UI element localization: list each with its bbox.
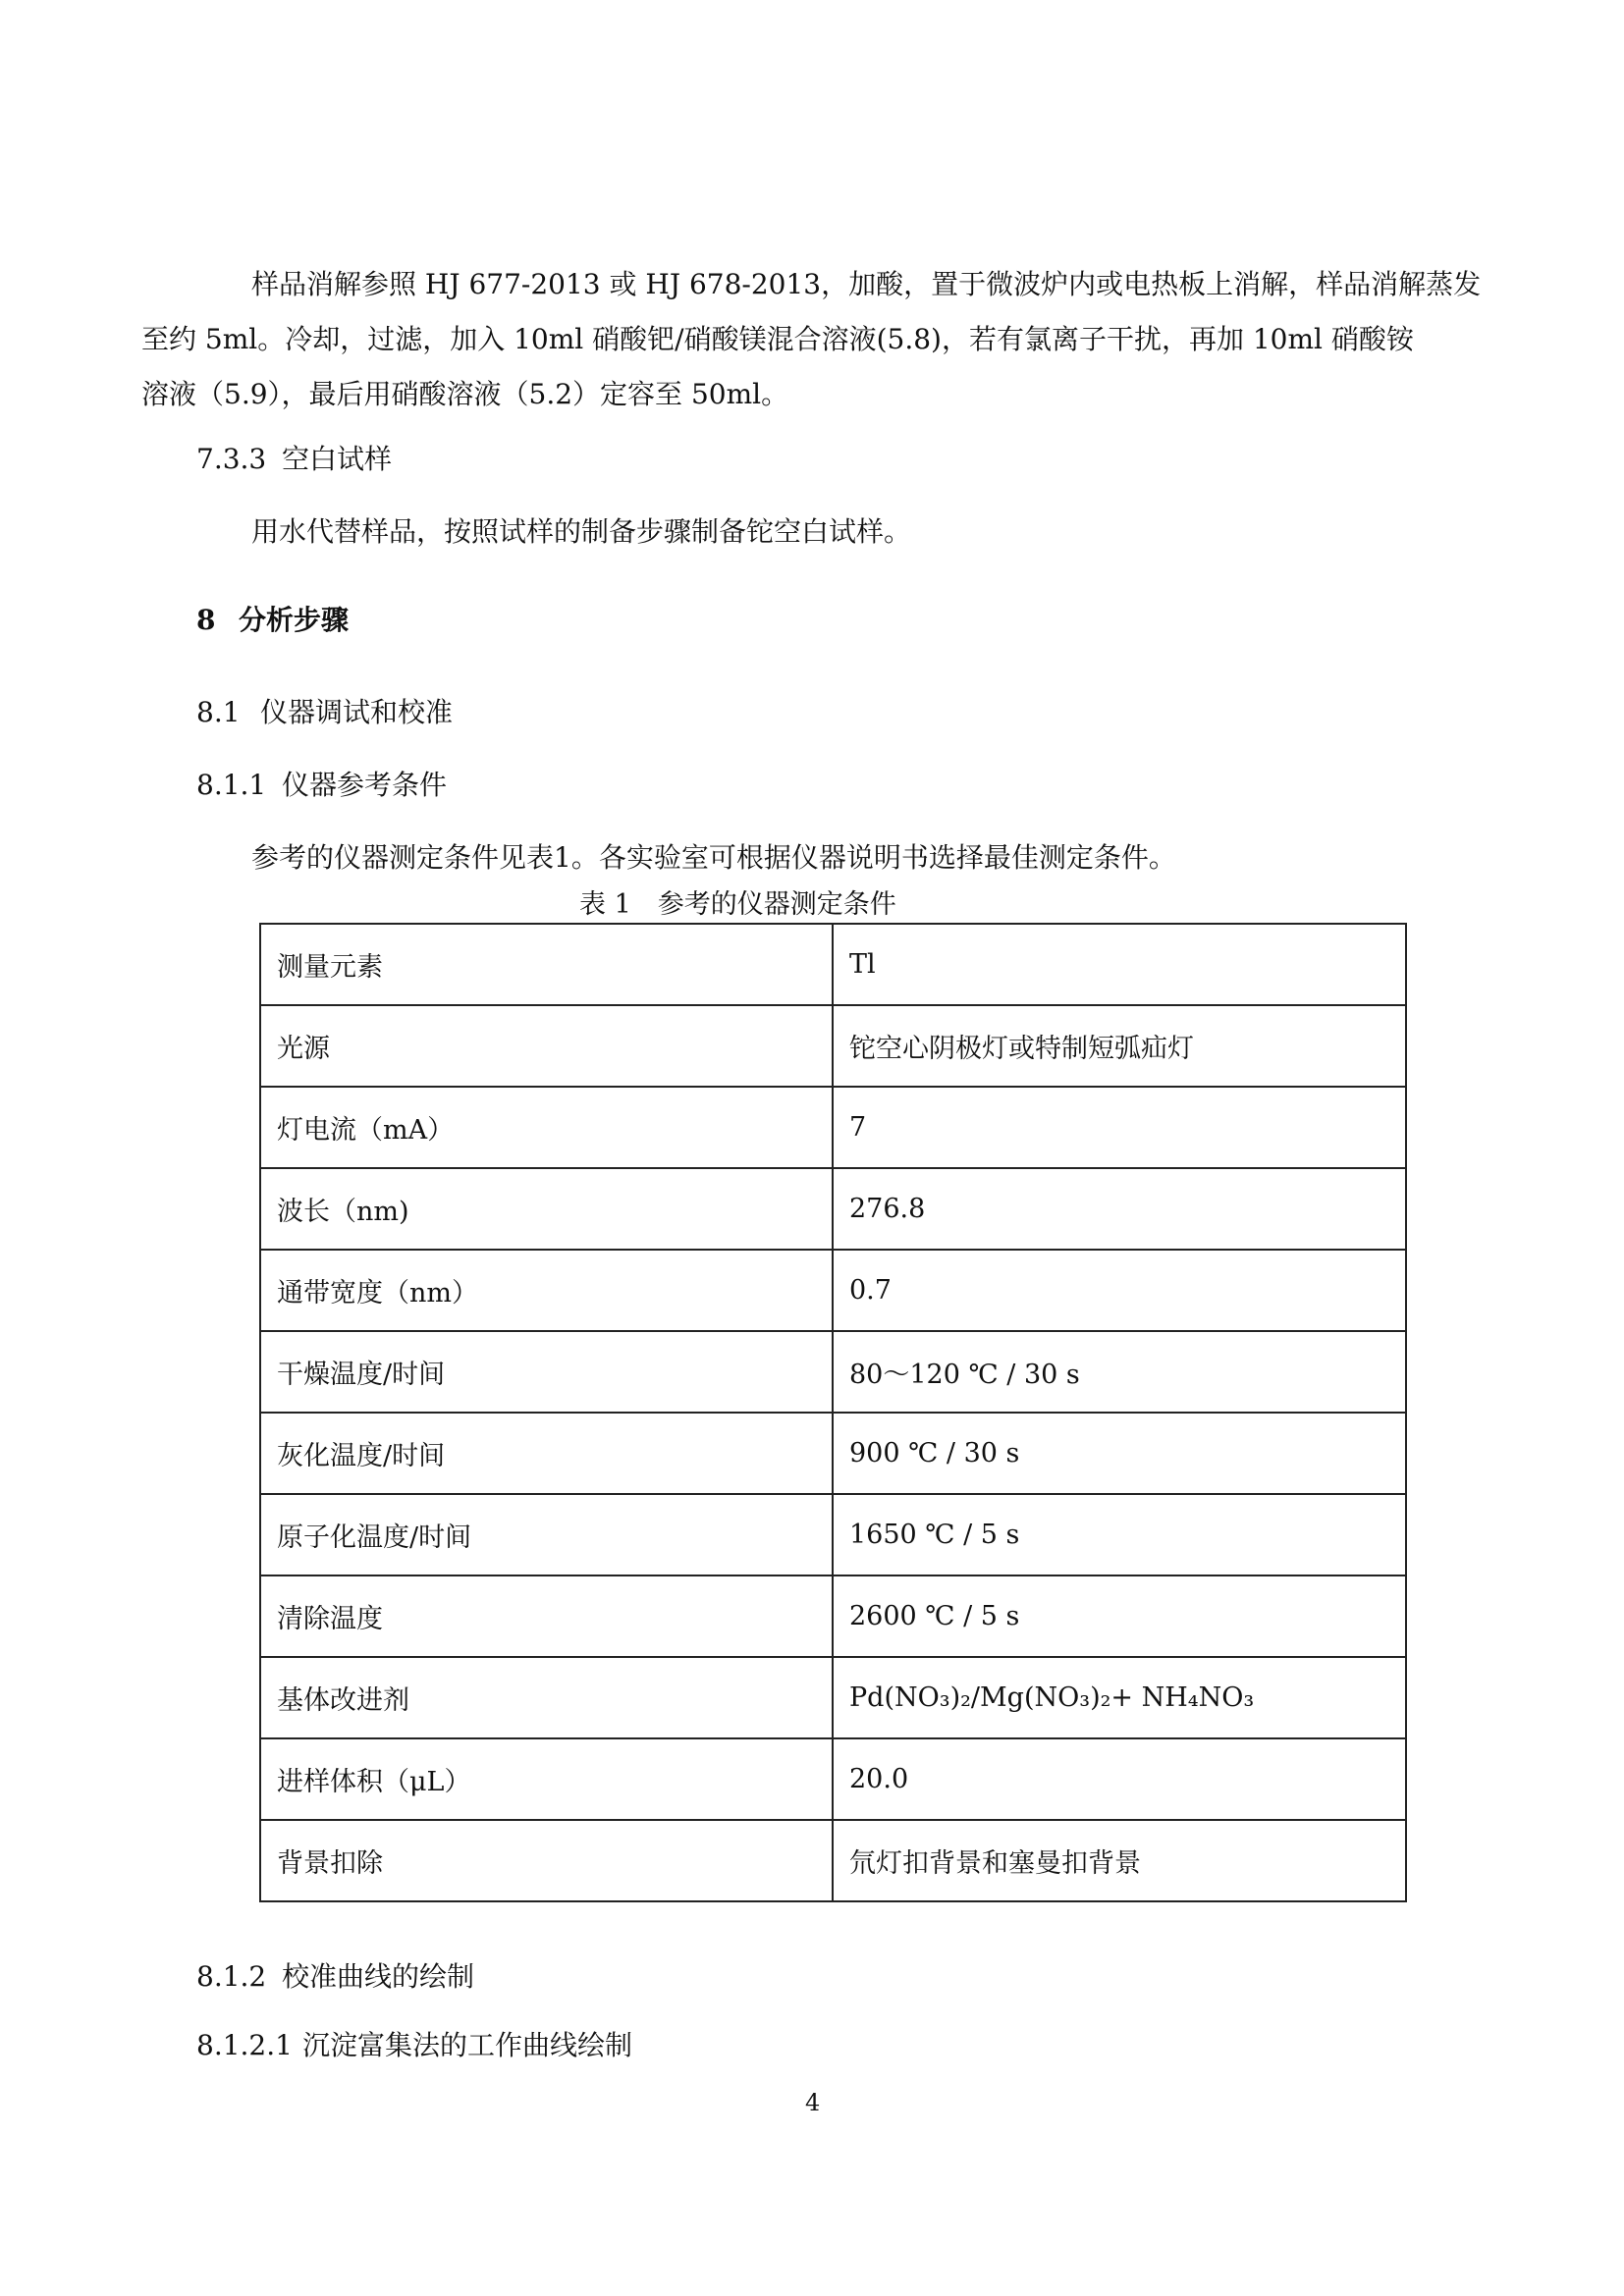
instrument-conditions-text: 参考的仪器测定条件见表1。各实验室可根据仪器说明书选择最佳测定条件。 <box>251 841 1176 874</box>
table-cell-parameter: 原子化温度/时间 <box>260 1494 833 1575</box>
blank-sample-paragraph <box>196 505 1443 560</box>
table-row <box>260 1494 1406 1575</box>
heading-number: 8 <box>196 604 216 636</box>
heading-number: 7.3.3 <box>196 443 267 475</box>
table-cell-value: Tl <box>833 924 1406 1005</box>
heading-title: 空白试样 <box>282 443 393 475</box>
table-cell-parameter: 灯电流（mA） <box>260 1087 833 1168</box>
table-row <box>260 1331 1406 1413</box>
table-cell-parameter: 背景扣除 <box>260 1820 833 1901</box>
table-cell-value: 0.7 <box>833 1250 1406 1331</box>
table-cell-value: 900 ℃ / 30 s <box>833 1413 1406 1494</box>
instrument-conditions-table <box>259 923 1407 1902</box>
table-row <box>260 1250 1406 1331</box>
table-cell-value: 铊空心阴极灯或特制短弧疝灯 <box>833 1005 1406 1087</box>
table-cell-value: 80～120 ℃ / 30 s <box>833 1331 1406 1413</box>
heading-number: 8.1.1 <box>196 769 267 801</box>
heading-number: 8.1.2 <box>196 1960 267 1993</box>
page-number: 4 <box>805 2089 821 2116</box>
table-cell-value: 276.8 <box>833 1168 1406 1250</box>
table-row <box>260 1820 1406 1901</box>
table-cell-parameter: 光源 <box>260 1005 833 1087</box>
intro-paragraph <box>141 257 1482 422</box>
heading-7-3-3 <box>196 440 392 479</box>
table-row <box>260 1575 1406 1657</box>
instrument-conditions-paragraph <box>196 830 1443 885</box>
table-row <box>260 1168 1406 1250</box>
table-row <box>260 1738 1406 1820</box>
heading-number: 8.1.2.1 <box>196 2029 293 2061</box>
heading-title: 校准曲线的绘制 <box>282 1960 475 1993</box>
heading-8-1-1 <box>196 766 447 805</box>
heading-title: 仪器参考条件 <box>282 769 448 801</box>
heading-title: 分析步骤 <box>239 604 350 636</box>
table-row <box>260 1657 1406 1738</box>
heading-8-1-2 <box>196 1957 474 1997</box>
table-row <box>260 1413 1406 1494</box>
heading-number: 8.1 <box>196 696 241 728</box>
table-cell-parameter: 干燥温度/时间 <box>260 1331 833 1413</box>
heading-8-1 <box>196 693 453 732</box>
blank-sample-text: 用水代替样品，按照试样的制备步骤制备铊空白试样。 <box>251 515 912 548</box>
intro-line-1: 样品消解参照 HJ 677-2013 或 HJ 678-2013，加酸，置于微波炉内或电热板上消解，样品消解蒸发 <box>251 268 1482 300</box>
table-cell-parameter: 通带宽度（nm） <box>260 1250 833 1331</box>
heading-title: 仪器调试和校准 <box>260 696 454 728</box>
table-cell-value: 氘灯扣背景和塞曼扣背景 <box>833 1820 1406 1901</box>
table-row <box>260 1005 1406 1087</box>
table-cell-parameter: 清除温度 <box>260 1575 833 1657</box>
heading-title: 沉淀富集法的工作曲线绘制 <box>302 2029 633 2061</box>
table-row <box>260 1087 1406 1168</box>
intro-line-2: 至约 5ml。冷却，过滤，加入 10ml 硝酸钯/硝酸镁混合溶液(5.8)，若有氯离子干扰，再加 10ml 硝酸铵 <box>141 323 1414 355</box>
table-cell-parameter: 测量元素 <box>260 924 833 1005</box>
table-cell-parameter: 灰化温度/时间 <box>260 1413 833 1494</box>
table-cell-value: 7 <box>833 1087 1406 1168</box>
heading-8-1-2-1 <box>196 2026 632 2065</box>
heading-8 <box>196 601 349 640</box>
table-caption: 表 1 参考的仪器测定条件 <box>579 889 896 920</box>
table-cell-parameter: 波长（nm) <box>260 1168 833 1250</box>
table-cell-value: 20.0 <box>833 1738 1406 1820</box>
table-cell-value: Pd(NO₃)₂/Mg(NO₃)₂+ NH₄NO₃ <box>833 1657 1406 1738</box>
table-cell-value: 2600 ℃ / 5 s <box>833 1575 1406 1657</box>
table-row <box>260 924 1406 1005</box>
table-cell-parameter: 基体改进剂 <box>260 1657 833 1738</box>
table-cell-value: 1650 ℃ / 5 s <box>833 1494 1406 1575</box>
table-cell-parameter: 进样体积（μL） <box>260 1738 833 1820</box>
intro-line-3: 溶液（5.9），最后用硝酸溶液（5.2）定容至 50ml。 <box>141 378 789 410</box>
